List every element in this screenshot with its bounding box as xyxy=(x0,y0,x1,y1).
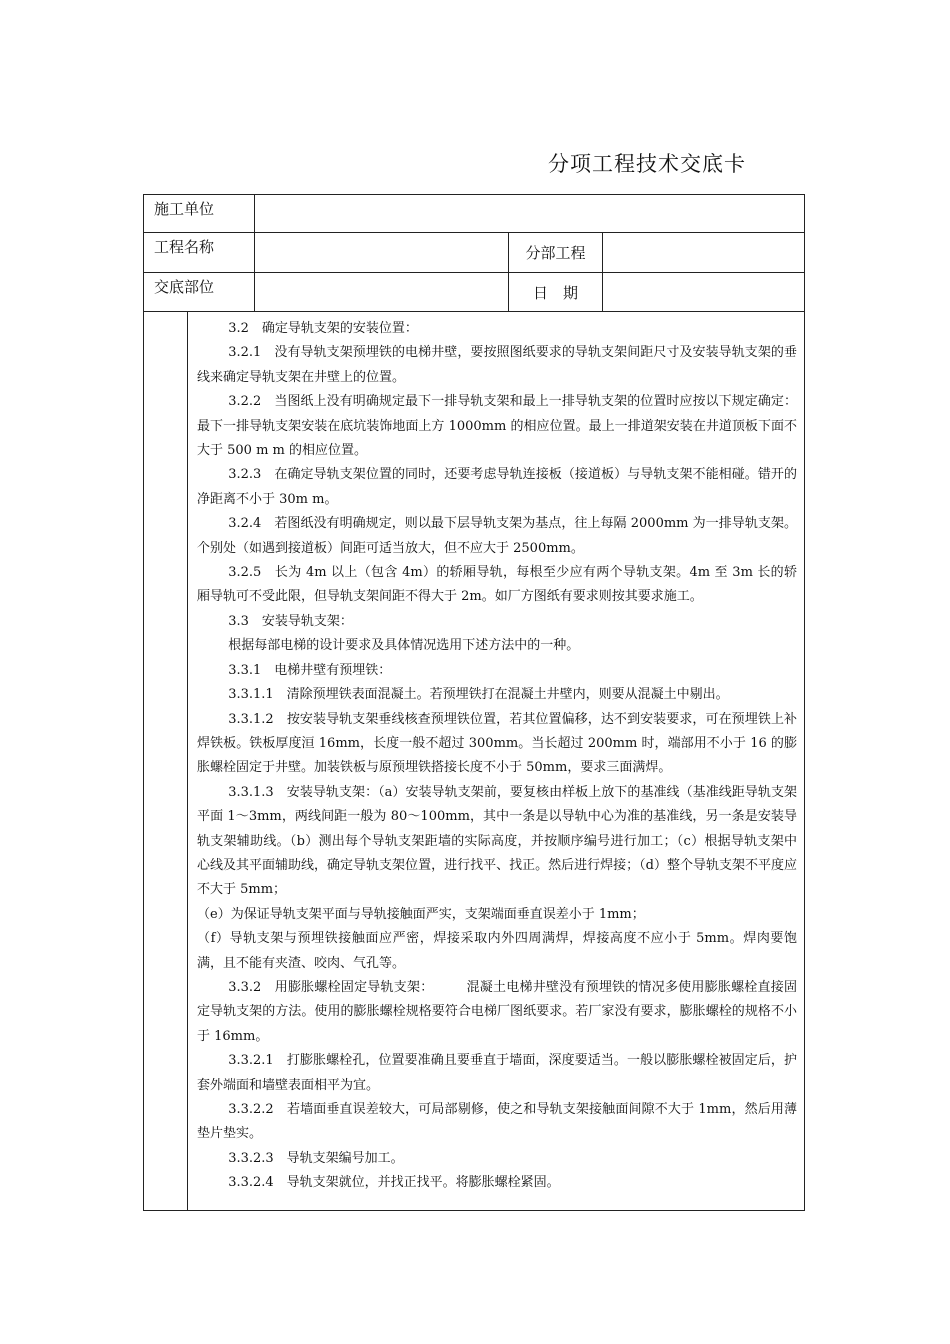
project-value xyxy=(254,233,508,272)
location-label: 交底部位 xyxy=(154,278,215,296)
date-label: 日 期 xyxy=(508,273,602,311)
paragraph: 3.3.1.3 安装导轨支架：（a）安装导轨支架前，要复核由样板上放下的基准线（基准线距导轨支架平面 1～3mm，两线间距一般为 80～100mm，其中一条是以导轨中心为准的基准线，另一条是安装导轨支架辅助线。（b）测出每个导轨支架距墙的实际高度，并按顺序编号进行加工；（c）根据导轨支架中心线及其平面辅助线，确定导轨支架位置，进行找平、找正。然后进行焊接；（d）整个导轨支架不平度应不大于 5mm； xyxy=(197,784,797,898)
paragraph: 3.2.4 若图纸没有明确规定，则以最下层导轨支架为基点，往上每隔 2000mm 为一排导轨支架。个别处（如遇到接道板）间距可适当放大，但不应大于 2500mm。 xyxy=(197,516,797,556)
paragraph: 3.3.1.2 按安装导轨支架垂线核查预埋铁位置，若其位置偏移，达不到安装要求，可在预埋铁上补焊铁板。铁板厚度洹 16mm，长度一般不超过 300mm。当长超过 200mm 时，端部用不小于 16 的膨胀螺栓固定于井壁。加装铁板与原预埋铁搭接长度不小于 50mm，要求三面满焊。 xyxy=(197,711,797,776)
date-value xyxy=(602,273,806,311)
paragraph: 3.3.1.1 清除预埋铁表面混凝土。若预埋铁打在混凝土井壁内，则要从混凝土中剔出。 xyxy=(228,687,729,703)
paragraph: 3.3.2.1 打膨胀螺栓孔，位置要准确且要垂直于墙面，深度要适当。一般以膨胀螺栓被固定后，护套外端面和墙壁表面相平为宜。 xyxy=(197,1053,797,1093)
page-title: 分项工程技术交底卡 xyxy=(548,152,746,176)
project-label: 工程名称 xyxy=(154,238,215,256)
paragraph: 3.3.2.4 导轨支架就位，并找正找平。将膨胀螺栓紧固。 xyxy=(228,1175,560,1191)
division-label: 分部工程 xyxy=(508,233,602,272)
row-project xyxy=(144,233,804,273)
row-location xyxy=(144,273,804,311)
location-value xyxy=(254,273,508,311)
paragraph: 3.3.2 用膨胀螺栓固定导轨支架： 混凝土电梯井壁没有预埋铁的情况多使用膨胀螺栓直接固定导轨支架的方法。使用的膨胀螺栓规格要符合电梯厂图纸要求。若厂家没有要求，膨胀螺栓的规格不小于 16mm。 xyxy=(197,979,797,1044)
paragraph: 3.2.1 没有导轨支架预埋铁的电梯井壁，要按照图纸要求的导轨支架间距尺寸及安装导轨支架的垂线来确定导轨支架在井壁上的位置。 xyxy=(197,345,797,385)
content-table xyxy=(143,312,805,1211)
unit-label: 施工单位 xyxy=(154,200,215,218)
paragraph: 3.3.2.3 导轨支架编号加工。 xyxy=(228,1150,404,1166)
row-unit xyxy=(144,195,804,233)
paragraph: 3.2.2 当图纸上没有明确规定最下一排导轨支架和最上一排导轨支架的位置时应按以下规定确定：最下一排导轨支架安装在底坑装饰地面上方 1000mm 的相应位置。最上一排道架安装在井道顶板下面不大于 500 m m 的相应位置。 xyxy=(197,394,797,459)
header-table xyxy=(143,194,805,312)
paragraph: 3.2.5 长为 4m 以上（包含 4m）的轿厢导轨，每根至少应有两个导轨支架。4m 至 3m 长的轿厢导轨可不受此限，但导轨支架间距不得大于 2m。如厂方图纸有要求则按其要求施工。 xyxy=(197,565,797,605)
paragraph: 根据每部电梯的设计要求及具体情况选用下述方法中的一种。 xyxy=(228,638,580,654)
paragraph: 3.2.3 在确定导轨支架位置的同时，还要考虑导轨连接板（接道板）与导轨支架不能相碰。错开的净距离不小于 30m m。 xyxy=(197,467,797,507)
paragraph: 3.3.1 电梯井壁有预埋铁： xyxy=(228,662,392,678)
left-column-divider xyxy=(187,312,188,1210)
paragraph: （e）为保证导轨支架平面与导轨接触面严实，支架端面垂直误差小于 1mm； xyxy=(197,906,645,922)
unit-value xyxy=(254,195,806,232)
division-value xyxy=(602,233,806,272)
content-text xyxy=(197,317,797,1196)
paragraph: （f）导轨支架与预埋铁接触面应严密，焊接采取内外四周满焊，焊接高度不应小于 5mm。焊肉要饱满，且不能有夹渣、咬肉、气孔等。 xyxy=(197,931,797,971)
paragraph: 3.2 确定导轨支架的安装位置： xyxy=(228,321,418,336)
paragraph: 3.3 安装导轨支架： xyxy=(228,613,353,629)
paragraph: 3.3.2.2 若墙面垂直误差较大，可局部剔修，使之和导轨支架接触面间隙不大于 1mm，然后用薄垫片垫实。 xyxy=(197,1102,797,1142)
